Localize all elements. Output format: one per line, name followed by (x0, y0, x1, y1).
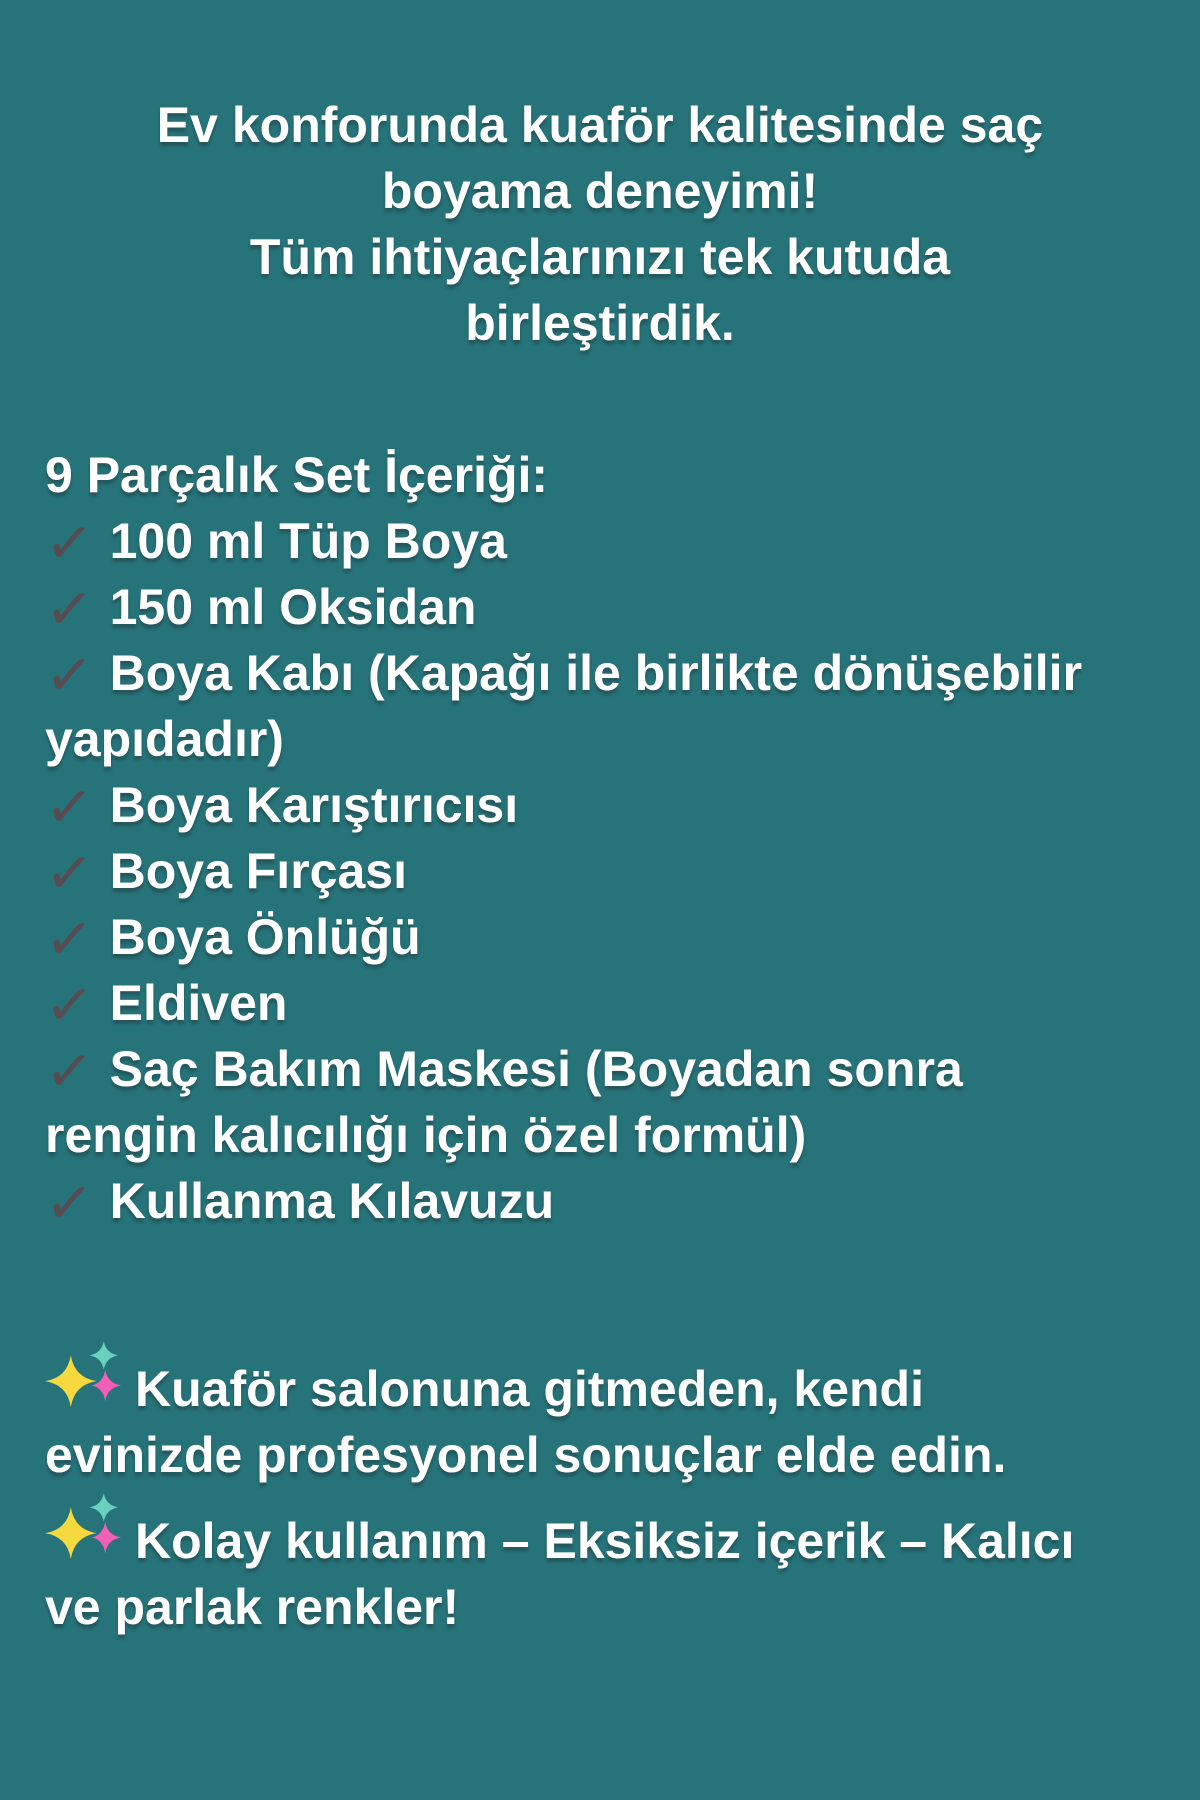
list-item (42, 904, 1105, 974)
list-item (42, 508, 1105, 578)
list-item-text: Kullanma Kılavuzu (109, 1173, 555, 1229)
highlights-section (45, 1346, 1105, 1640)
list-item-text: Boya Fırçası (109, 843, 407, 899)
set-contents-title: 9 Parçalık Set İçeriği: (45, 447, 549, 503)
list-item-text: Boya Karıştırıcısı (109, 777, 519, 833)
list-item-text: Boya Önlüğü (109, 909, 421, 965)
list-item (42, 640, 1105, 772)
list-item (42, 574, 1105, 644)
highlight-item (45, 1346, 1105, 1488)
checkmark-icon: ✓ (42, 773, 96, 842)
highlight-item (45, 1498, 1105, 1640)
page-title-line: birleştirdik. (465, 295, 735, 351)
list-item (42, 772, 1105, 842)
checkmark-icon: ✓ (42, 971, 96, 1040)
checkmark-icon: ✓ (42, 509, 96, 578)
list-item (42, 970, 1105, 1040)
list-item (42, 1168, 1105, 1238)
checkmark-icon: ✓ (42, 575, 96, 644)
list-item (42, 1036, 1105, 1168)
sparkle-star-bottom-small (92, 1522, 121, 1554)
list-item (42, 838, 1105, 908)
page-title (45, 92, 1155, 356)
sparkle-icon (45, 1498, 121, 1558)
checkmark-icon: ✓ (42, 641, 96, 710)
checkmark-icon: ✓ (42, 839, 96, 908)
sparkle-star-large (45, 1507, 97, 1559)
sparkle-star-bottom-small (92, 1370, 121, 1402)
list-item-text: Boya Kabı (Kapağı ile birlikte dönüşebilir yapıdadır) (45, 645, 1083, 767)
sparkle-star-top-small (89, 1341, 118, 1370)
set-contents-list (42, 508, 1105, 1238)
checkmark-icon: ✓ (42, 905, 96, 974)
sparkle-icon (45, 1346, 121, 1406)
sparkle-star-top-small (89, 1493, 118, 1522)
checkmark-icon: ✓ (42, 1037, 96, 1106)
page-title-line: boyama deneyimi! (381, 163, 819, 219)
list-item-text: Eldiven (109, 975, 288, 1031)
list-item-text: 150 ml Oksidan (109, 579, 477, 635)
page-title-line: Ev konforunda kuaför kalitesinde saç (156, 97, 1044, 153)
checkmark-icon: ✓ (42, 1169, 96, 1238)
list-item-text: 100 ml Tüp Boya (109, 513, 507, 569)
highlight-text: Kuaför salonuna gitmeden, kendi evinizde profesyonel sonuçlar elde edin. (45, 1361, 1007, 1483)
page-title-line: Tüm ihtiyaçlarınızı tek kutuda (249, 229, 951, 285)
list-item-text: Saç Bakım Maskesi (Boyadan sonra rengin kalıcılığı için özel formül) (45, 1041, 963, 1163)
sparkle-star-large (45, 1355, 97, 1407)
highlight-text: Kolay kullanım – Eksiksiz içerik – Kalıcı ve parlak renkler! (45, 1513, 1075, 1635)
